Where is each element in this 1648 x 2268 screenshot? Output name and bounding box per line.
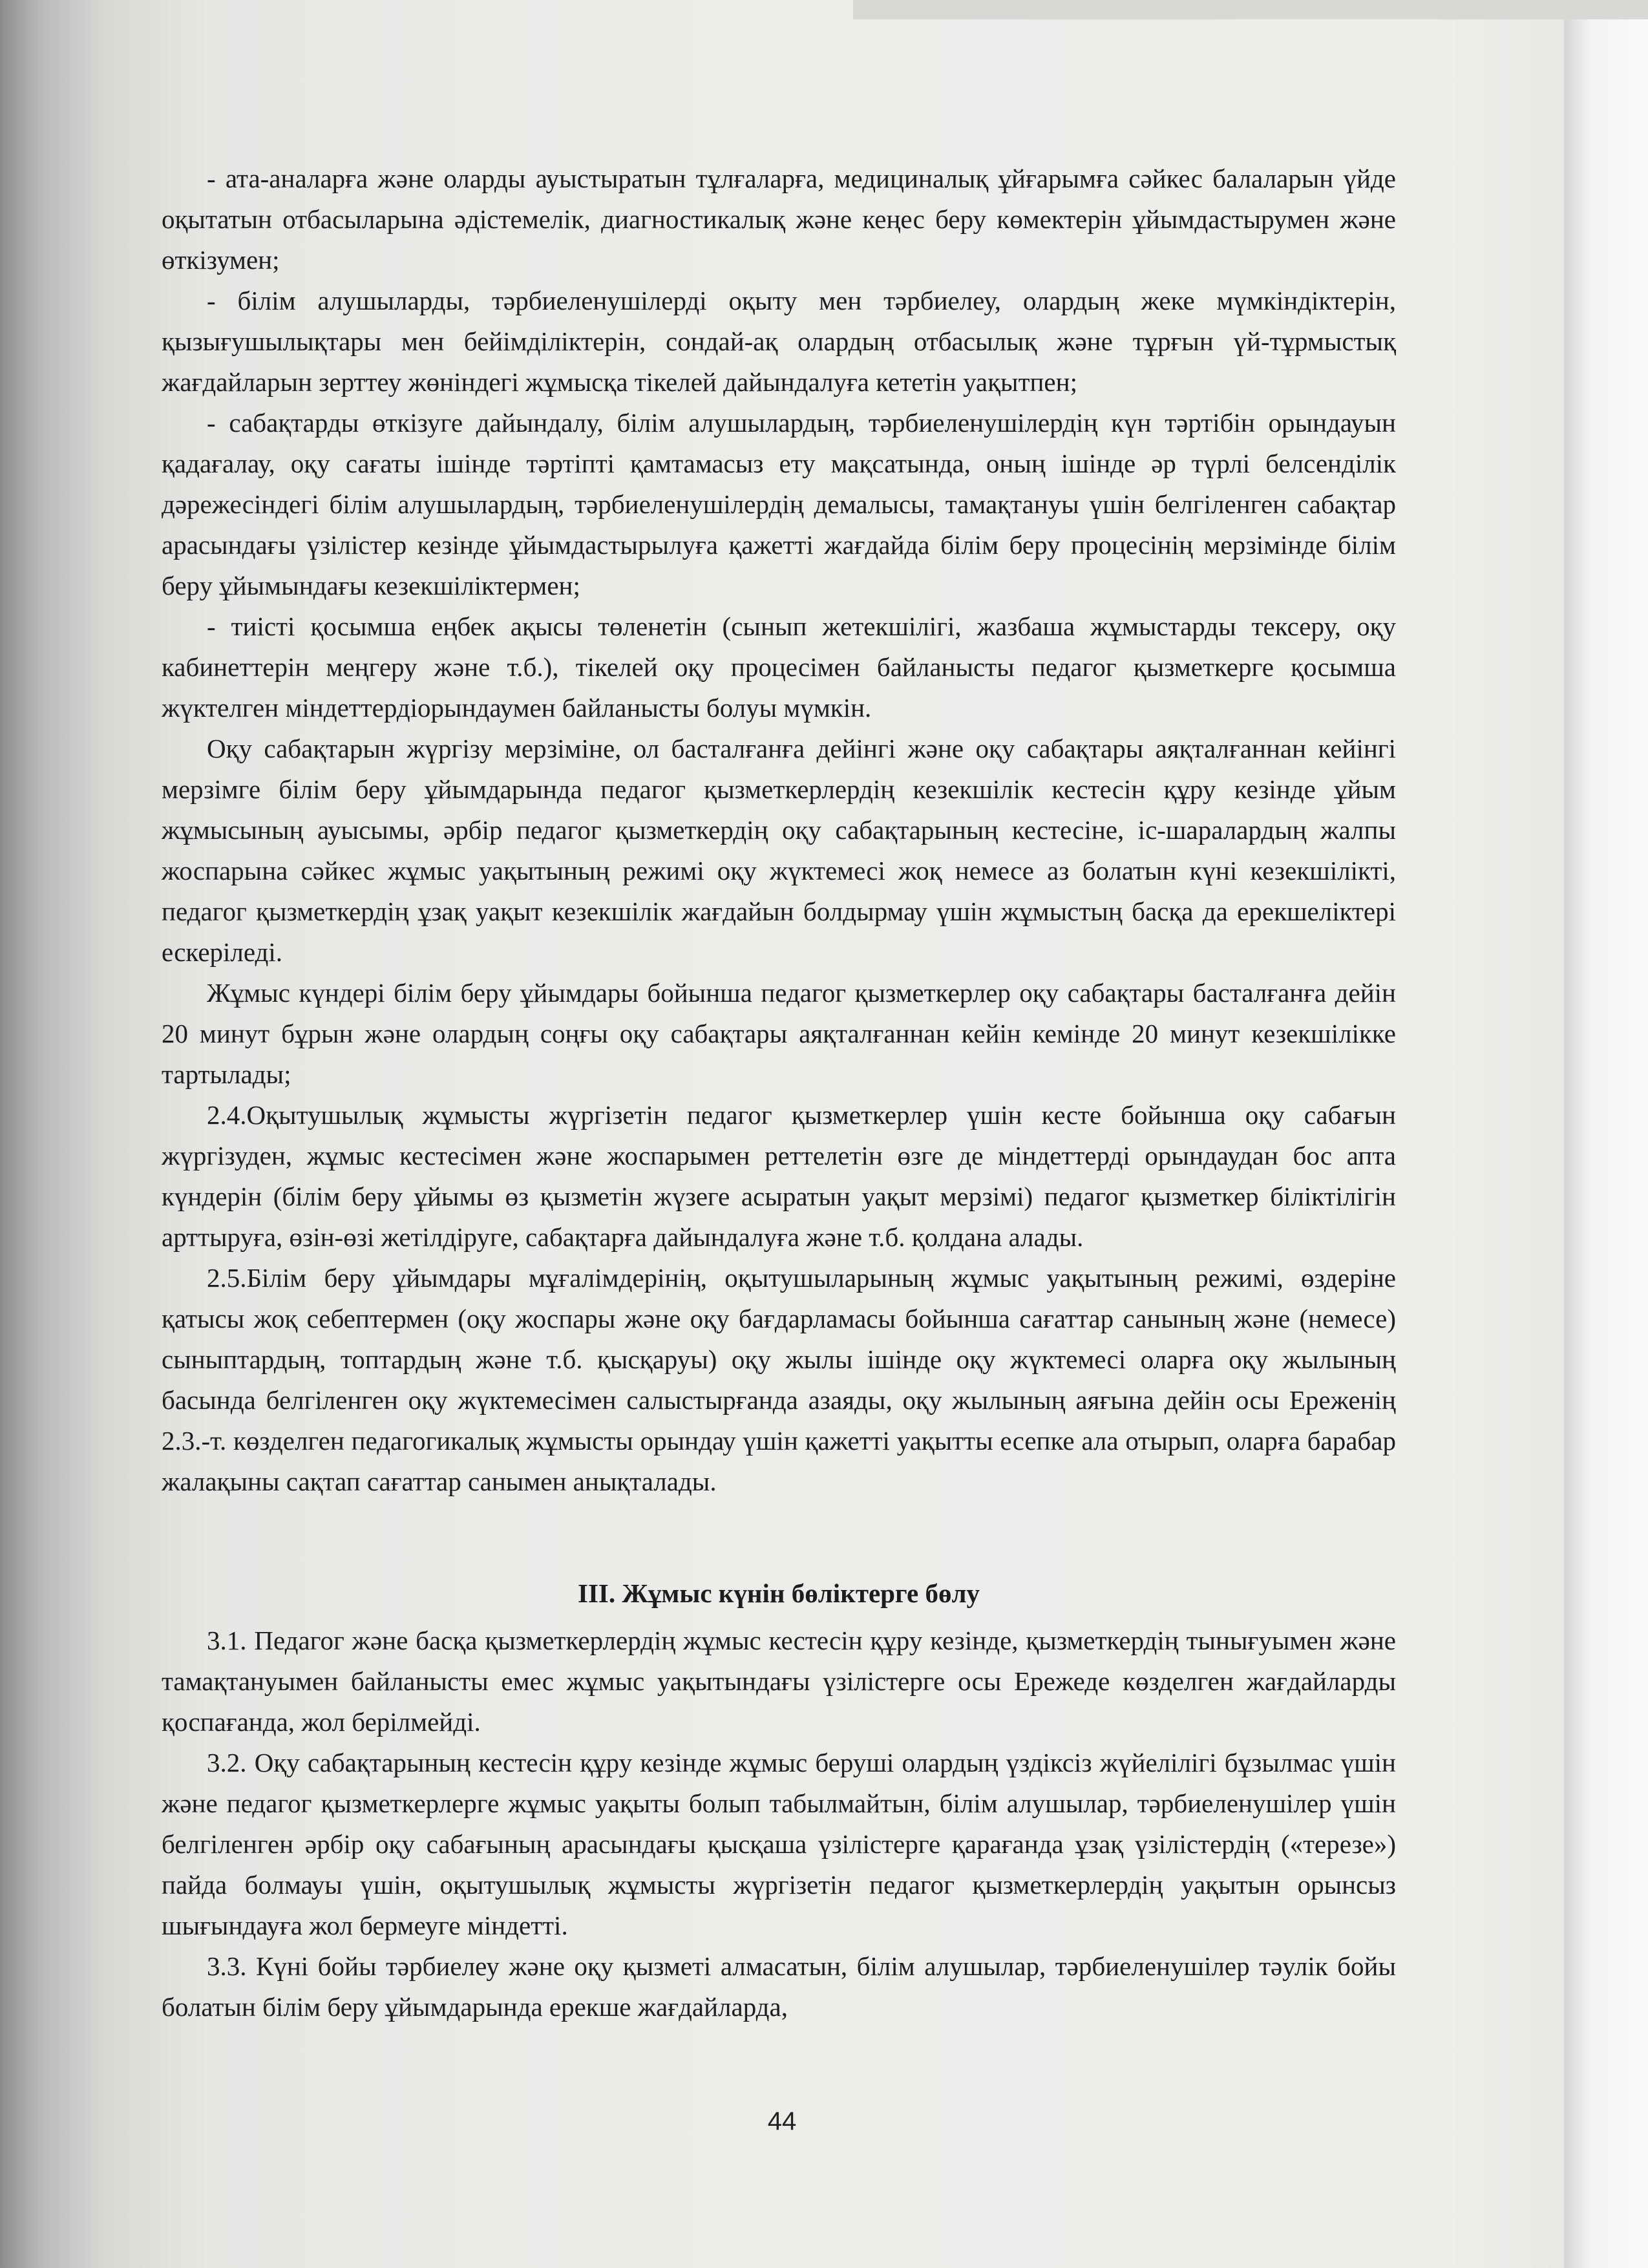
paragraph-3-2: 3.2. Оқу сабақтарының кестесін құру кезінде жұмыс беруші олардың үздіксіз жүйелілігі бұзылмас үшін және педагог қызметкерлерге жұмыс уақыты болып табылмайтын, білім алушылар, тәрбиеленушілер үшін белгіленген әрбір оқу сабағының арасындағы қысқаша үзілістерге қарағанда ұзақ үзілістердің («терезе») пайда болмауы үшін, оқытушылық жұмысты жүргізетін педагог қызметкерлердің уақытын орынсыз шығындауға жол бермеуге міндетті. [162, 1748, 1396, 1940]
paragraph-2-4: 2.4.Оқытушылық жұмысты жүргізетін педагог қызметкерлер үшін кесте бойынша оқу сабағын жүргізуден, жұмыс кестесімен және жоспарымен реттелетін өзге де міндеттерді орындаудан бос апта күндерін (білім беру ұйымы өз қызметін жүзеге асыратын уақыт мерзімі) педагог қызметкер біліктілігін арттыруға, өзін-өзі жетілдіруге, сабақтарға дайындалуға және т.б. қолдана алады. [162, 1100, 1396, 1252]
paragraph-3: - сабақтарды өткізуге дайындалу, білім алушылардың, тәрбиеленушілердің күн тәртібін орындауын қадағалау, оқу сағаты ішінде тәртіпті қамтамасыз ету мақсатында, оның ішінде әр түрлі белсенділік дәрежесіндегі білім алушылардың, тәрбиеленушілердің демалысы, тамақтануы үшін белгіленген сабақтар арасындағы үзілістер кезінде ұйымдастырылуға қажетті жағдайда білім беру процесінің мерзімінде білім беру ұйымындағы кезекшіліктермен; [162, 408, 1396, 600]
scan-top-band [853, 0, 1648, 19]
page-edge [1564, 0, 1648, 2268]
section-heading: ІІІ. Жұмыс күнін бөліктерге бөлу [578, 1578, 980, 1608]
page-number: 44 [767, 2107, 797, 2136]
paragraph-2: - білім алушыларды, тәрбиеленушілерді оқыту мен тәрбиелеу, олардың жеке мүмкіндіктерін, қызығушылықтары мен бейімділіктерін, сондай-ақ олардың отбасылық және тұрғын үй-тұрмыстық жағдайларын зерттеу жөніндегі жұмысқа тікелей дайындалуға кететін уақытпен; [162, 286, 1396, 397]
paragraph-5: Оқу сабақтарын жүргізу мерзіміне, ол басталғанға дейінгі және оқу сабақтары аяқталғаннан кейінгі мерзімге білім беру ұйымдарында педагог қызметкерлердің кезекшілік кестесін құру кезінде ұйым жұмысының ауысымы, әрбір педагог қызметкердің оқу сабақтарының кестесіне, іс-шаралардың жалпы жоспарына сәйкес жұмыс уақытының режимі оқу жүктемесі жоқ немесе аз болатын күні кезекшілікті, педагог қызметкердің ұзақ уақыт кезекшілік жағдайын болдырмау үшін жұмыстың басқа да ерекшеліктері ескеріледі. [162, 734, 1396, 967]
document-body [162, 158, 1396, 2028]
paragraph-3-3: 3.3. Күні бойы тәрбиелеу және оқу қызметі алмасатын, білім алушылар, тәрбиеленушілер тәулік бойы болатын білім беру ұйымдарында ерекше жағдайларда, [162, 1951, 1396, 2022]
paragraph-1: - ата-аналарға және оларды ауыстыратын тұлғаларға, медициналық ұйғарымға сәйкес балаларын үйде оқытатын отбасыларына әдістемелік, диагностикалық және кеңес беру көмектерін ұйымдастырумен және өткізумен; [162, 164, 1396, 275]
paragraph-3-1: 3.1. Педагог және басқа қызметкерлердің жұмыс кестесін құру кезінде, қызметкердің тынығуымен және тамақтануымен байланысты емес жұмыс уақытындағы үзілістерге осы Ережеде көзделген жағдайларды қоспағанда, жол берілмейді. [162, 1626, 1396, 1737]
paragraph-6: Жұмыс күндері білім беру ұйымдары бойынша педагог қызметкерлер оқу сабақтары басталғанға дейін 20 минут бұрын және олардың соңғы оқу сабақтары аяқталғаннан кейін кемінде 20 минут кезекшілікке тартылады; [162, 978, 1396, 1089]
paragraph-2-5: 2.5.Білім беру ұйымдары мұғалімдерінің, оқытушыларының жұмыс уақытының режимі, өздеріне қатысы жоқ себептермен (оқу жоспары және оқу бағдарламасы бойынша сағаттар санының және (немесе) сыныптардың, топтардың және т.б. қысқаруы) оқу жылы ішінде оқу жүктемесі оларға оқу жылының басында белгіленген оқу жүктемесімен салыстырғанда азаяды, оқу жылының аяғына дейін осы Ереженің 2.3.-т. көзделген педагогикалық жұмысты орындау үшін қажетті уақытты есепке ала отырып, оларға барабар жалақыны сақтап сағаттар санымен анықталады. [162, 1263, 1396, 1496]
paragraph-4: - тиісті қосымша еңбек ақысы төленетін (сынып жетекшілігі, жазбаша жұмыстарды тексеру, оқу кабинеттерін меңгеру және т.б.), тікелей оқу процесімен байланысты педагог қызметкерге қосымша жүктелген міндеттердіорындаумен байланысты болуы мүмкін. [162, 611, 1396, 723]
